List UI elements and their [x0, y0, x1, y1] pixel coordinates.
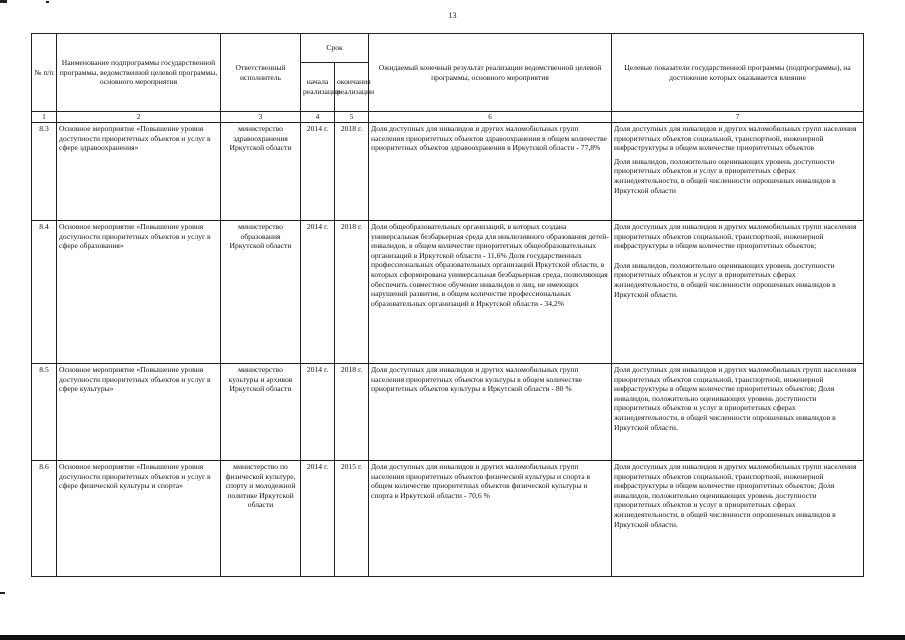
col-header-term-end: окончания реализации [335, 63, 369, 112]
col-header-indicators: Целевые показатели государственной программы (подпрограммы), на достижение которых оказывается влияние [612, 34, 864, 112]
result-paragraph: Доля общеобразовательных организаций, в которых создана универсальная безбарьерная среда для инклюзивного образования детей-инвалидов, в общем количестве приоритетных общеобразовательных организаций в Иркутской области - 11,6% Доля государственных профессиональных образовательных организаций Иркутской области, в которых сформирована универсальная безбарьерная среда, позволяющая обеспечить совместное обучение инвалидов и лиц, не имеющих нарушений развития, в общем количестве профессиональных образовательных организаций в Иркутской области - 34,2% [371, 222, 609, 308]
row-indicators [612, 123, 864, 221]
row-indicators [612, 221, 864, 364]
column-number: 1 [32, 112, 57, 123]
row-end: 2018 г. [335, 221, 369, 364]
row-end: 2018 г. [335, 123, 369, 221]
row-start: 2014 г. [301, 123, 335, 221]
indicator-paragraph: Доля доступных для инвалидов и других маломобильных групп населения приоритетных объектов социальной, транспортной, инженерной инфраструктуры в общем количестве приоритетных объектов [614, 124, 857, 153]
row-indicators [612, 364, 864, 461]
col-header-term: Срок [301, 34, 369, 63]
col-header-no: № п/п [32, 34, 57, 112]
row-start: 2014 г. [301, 461, 335, 577]
row-start: 2014 г. [301, 364, 335, 461]
header-row [32, 34, 864, 63]
row-executor: министерство здравоохранения Иркутской области [221, 123, 301, 221]
row-name: Основное мероприятие «Повышение уровня доступности приоритетных объектов и услуг в сфере физической культуры и спорта» [57, 461, 221, 577]
indicator-paragraph: Доля доступных для инвалидов и других маломобильных групп населения приоритетных объектов социальной, транспортной, инженерной инфраструктуры в общем количестве приоритетных объектов; [614, 222, 857, 251]
scan-mark-top-left [0, 0, 7, 3]
row-end: 2015 г. [335, 461, 369, 577]
row-name: Основное мероприятие «Повышение уровня доступности приоритетных объектов и услуг в сфере культуры» [57, 364, 221, 461]
scan-bottom-edge [0, 635, 905, 640]
column-number: 6 [369, 112, 612, 123]
page-number: 13 [448, 11, 457, 20]
row-executor: министерство по физической культуре, спорту и молодежной политике Иркутской области [221, 461, 301, 577]
table-row [32, 364, 864, 461]
column-number: 4 [301, 112, 335, 123]
row-name: Основное мероприятие «Повышение уровня доступности приоритетных объектов и услуг в сфере здравоохранения» [57, 123, 221, 221]
scan-mark-left-edge [0, 592, 5, 594]
indicator-paragraph: Доля инвалидов, положительно оценивающих уровень доступности приоритетных объектов и услуг в приоритетных сферах жизнедеятельности, в общей численности опрошенных инвалидов в Иркутской области. [614, 260, 836, 299]
indicator-paragraph: Доля доступных для инвалидов и других маломобильных групп населения приоритетных объектов социальной, транспортной, инженерной инфраструктуры в общем количестве приоритетных объектов; Доля инвалидов, положительно оценивающих уровень доступности приоритетных объектов и услуг в приоритетных сферах жизнедеятельности, в общей численности опрошенных инвалидов в Иркутской области. [614, 462, 857, 529]
measures-table [31, 33, 864, 577]
column-number: 7 [612, 112, 864, 123]
row-end: 2018 г. [335, 364, 369, 461]
row-executor: министерство культуры и архивов Иркутской области [221, 364, 301, 461]
table-row [32, 123, 864, 221]
row-indicators [612, 461, 864, 577]
column-number: 3 [221, 112, 301, 123]
row-name: Основное мероприятие «Повышение уровня доступности приоритетных объектов и услуг в сфере образования» [57, 221, 221, 364]
col-header-executor: Ответственный исполнитель [221, 34, 301, 112]
indicator-paragraph: Доля доступных для инвалидов и других маломобильных групп населения приоритетных объектов социальной, транспортной, инженерной инфраструктуры в общем количестве приоритетных объектов; Доля инвалидов, положительно оценивающих уровень доступности приоритетных объектов и услуг в приоритетных сферах жизнедеятельности, в общей численности опрошенных инвалидов в Иркутской области. [614, 365, 857, 432]
column-number: 2 [57, 112, 221, 123]
row-number: 8.6 [32, 461, 57, 577]
column-numbers-row [32, 112, 864, 123]
row-number: 8.3 [32, 123, 57, 221]
table-row [32, 221, 864, 364]
col-header-result: Ожидаемый конечный результат реализации ведомственной целевой программы, основного мероприятия [369, 34, 612, 112]
scan-mark-dot [46, 1, 49, 3]
column-number: 5 [335, 112, 369, 123]
row-result [369, 123, 612, 221]
result-paragraph: Доля доступных для инвалидов и других маломобильных групп населения приоритетных объектов физической культуры и спорта в общем количестве приоритетных объектов физической культуры и спорта в Иркутской области - 70,6 % [371, 462, 591, 500]
row-number: 8.5 [32, 364, 57, 461]
col-header-name: Наименование подпрограммы государственной программы, ведомственной целевой программы, основного мероприятия [57, 34, 221, 112]
row-executor: министерство образования Иркутской области [221, 221, 301, 364]
table-row [32, 461, 864, 577]
result-paragraph: Доля доступных для инвалидов и других маломобильных групп населения приоритетных объектов культуры в общем количестве приоритетных объектов культуры в Иркутской области - 80 % [371, 365, 582, 394]
row-number: 8.4 [32, 221, 57, 364]
indicator-paragraph: Доля инвалидов, положительно оценивающих уровень доступности приоритетных объектов и услуг в приоритетных сферах жизнедеятельности, в общей численности опрошенных инвалидов в Иркутской области [614, 156, 836, 195]
row-result [369, 364, 612, 461]
row-result [369, 221, 612, 364]
row-result [369, 461, 612, 577]
col-header-term-start: начала реализации [301, 63, 335, 112]
row-start: 2014 г. [301, 221, 335, 364]
result-paragraph: Доля доступных для инвалидов и других маломобильных групп населения приоритетных объектов здравоохранения в общем количестве приоритетных объектов здравоохранения в Иркутской области - 77,8% [371, 124, 607, 153]
